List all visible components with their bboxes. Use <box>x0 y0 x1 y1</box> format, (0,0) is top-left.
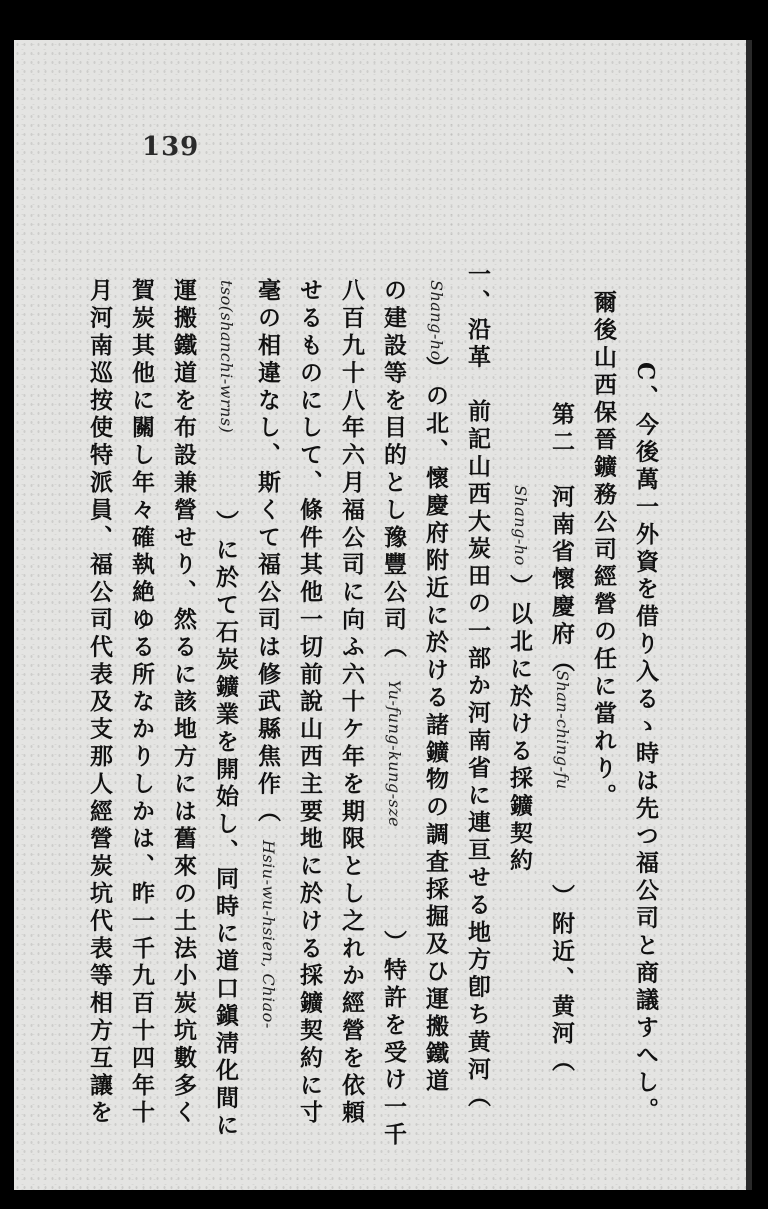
text-column-12: 運搬鐵道を布設兼營せり、然るに該地方には舊來の土法小炭坑數多く <box>170 278 197 1128</box>
text-column-1: C、今後萬一外資を借り入るゝ時は先つ福公司と商議すへし。 <box>632 362 659 1125</box>
document-page <box>14 40 752 1190</box>
text-column-3a: 第二 河南省懷慶府（ <box>548 402 575 676</box>
text-column-14: 月河南巡按使特派員、福公司代表及支那人經營炭坑代表等相方互讓を <box>86 278 113 1128</box>
text-column-13: 賀炭其他に關し年々確執絶ゆる所なかりしかは、昨一千九百十四年十 <box>128 278 155 1128</box>
text-column-7a: の建設等を目的とし豫豐公司（ <box>380 278 407 662</box>
handwritten-annotation: Shang-ho <box>511 485 530 566</box>
handwritten-annotation: Shan-ching-fu <box>553 670 572 790</box>
text-column-10a: 毫の相違なし、斯くて福公司は修武縣焦作（ <box>254 278 281 826</box>
handwritten-annotation: Shang-ho <box>427 280 446 361</box>
handwritten-annotation: Hsiu-wu-hsien, Chiao- <box>259 840 278 1029</box>
text-column-5: 一、沿革 前記山西大炭田の一部か河南省に連亘せる地方卽ち黄河（ <box>464 262 491 1112</box>
text-column-9: せるものにして、條件其他一切前說山西主要地に於ける採鑛契約に寸 <box>296 278 323 1128</box>
text-column-4a: ）以北に於ける採鑛契約 <box>506 574 533 876</box>
handwritten-annotation: Yu-fung-kung-sze <box>385 680 404 828</box>
text-column-8: 八百九十八年六月福公司に向ふ六十ケ年を期限とし之れか經營を依頼 <box>338 278 365 1128</box>
text-column-7b: ）特許を受け一千 <box>380 930 407 1150</box>
handwritten-annotation: tso(shanchi-wrns) <box>217 280 236 434</box>
text-column-11a: ）に於て石炭鑛業を開始し、同時に道口鎭淸化間に <box>212 510 239 1141</box>
page-edge <box>746 40 752 1190</box>
text-column-6a: ）の北、懷慶府附近に於ける諸鑛物の調査採掘及ひ運搬鐵道 <box>422 356 449 1096</box>
text-column-2: 爾後山西保晉鑛務公司經營の任に當れり。 <box>590 290 617 811</box>
page-number: 139 <box>142 132 200 162</box>
text-column-3b: ）附近、黄河（ <box>548 884 575 1076</box>
